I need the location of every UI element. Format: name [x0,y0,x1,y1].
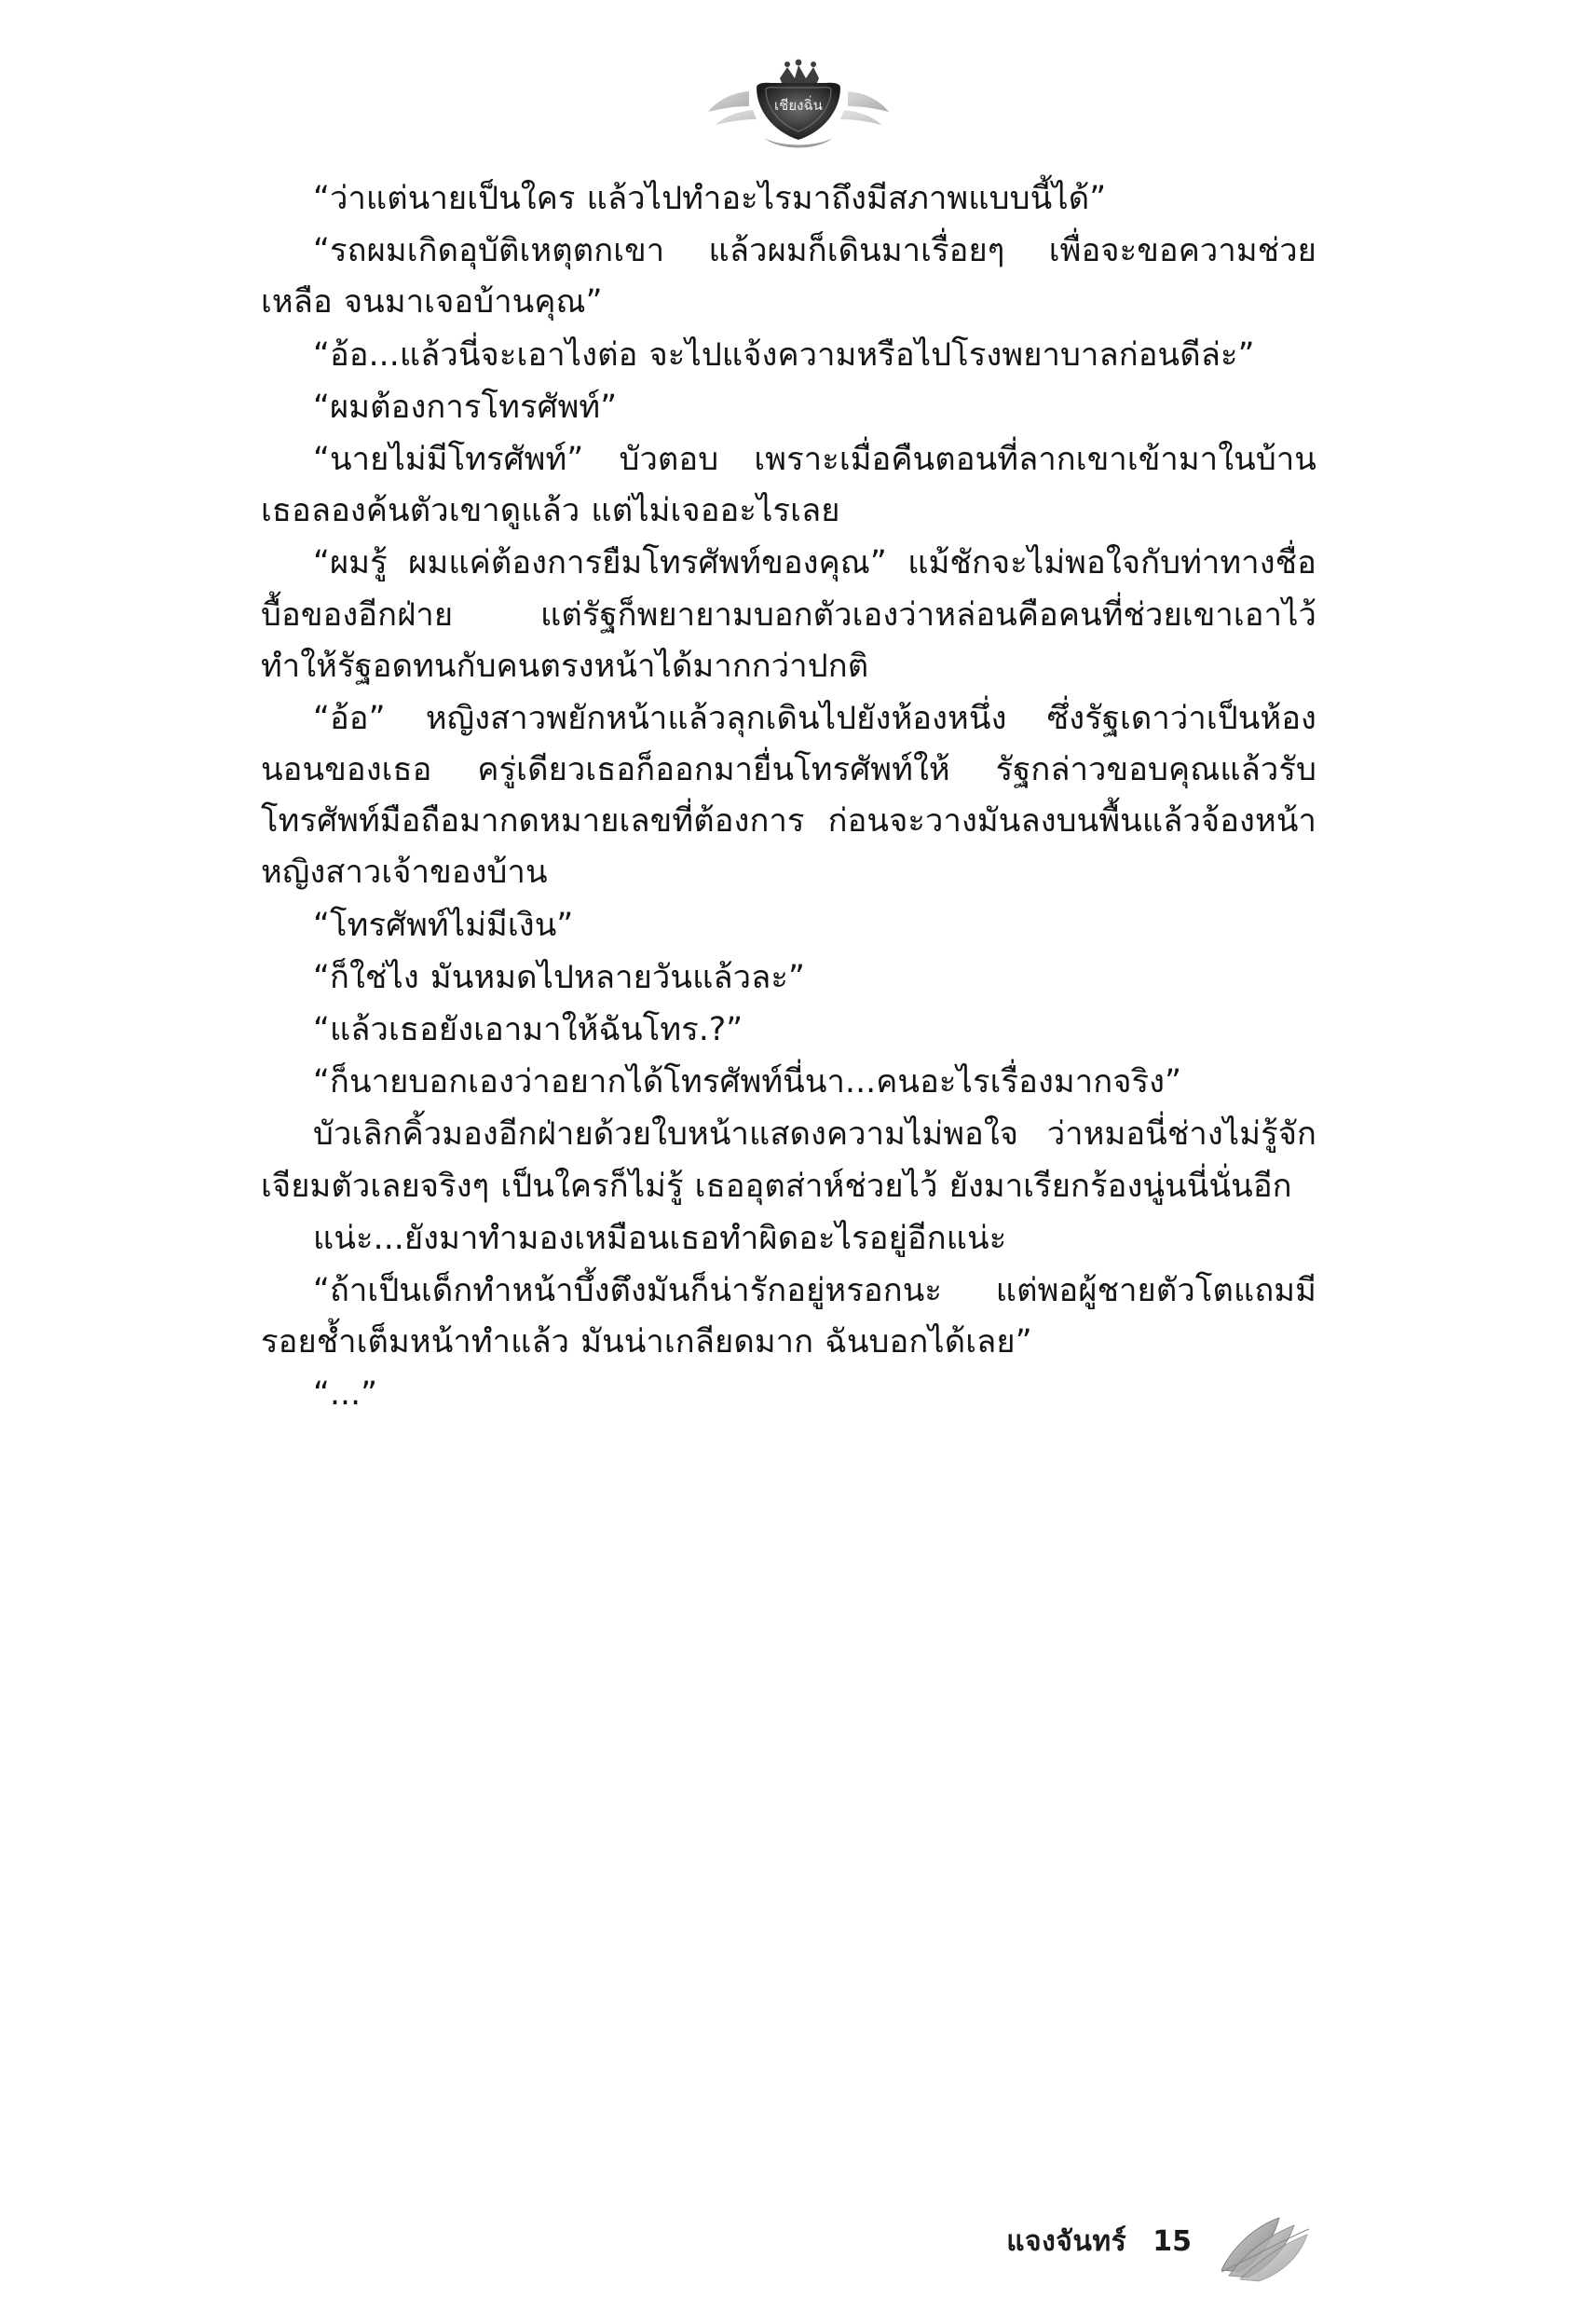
paragraph: “อ้อ” หญิงสาวพยักหน้าแล้วลุกเดินไปยังห้องหนึ่ง ซึ่งรัฐเดาว่าเป็นห้องนอนของเธอ ครู่เดียวเธอก็ออกมายื่นโทรศัพท์ให้ รัฐกล่าวขอบคุณแล้วรับโทรศัพท์มือถือมากดหมายเลขที่ต้องการ ก่อนจะวางมันลงบนพื้นแล้วจ้องหน้าหญิงสาวเจ้าของบ้าน [261,699,1316,892]
paragraph: “...” [313,1375,378,1414]
paragraph: “โทรศัพท์ไม่มีเงิน” [313,906,574,944]
paragraph: “ว่าแต่นายเป็นใคร แล้วไปทำอะไรมาถึงมีสภาพแบบนี้ได้” [313,180,1107,217]
paragraph: “แล้วเธอยังเอามาให้ฉันโทร.?” [313,1011,743,1048]
paragraph: “อ้อ...แล้วนี่จะเอาไงต่อ จะไปแจ้งความหรือไปโรงพยาบาลก่อนดีล่ะ” [313,335,1255,374]
paragraph: แน่ะ...ยังมาทำมองเหมือนเธอทำผิดอะไรอยู่อีกแน่ะ [313,1219,1007,1257]
paragraph: “นายไม่มีโทรศัพท์” บัวตอบ เพราะเมื่อคืนตอนที่ลากเขาเข้ามาในบ้าน เธอลองค้นตัวเขาดูแล้ว แต่ไม่เจออะไรเลย [261,440,1316,530]
crown-crest-logo [691,54,906,152]
header-ornament [0,54,1596,157]
paragraph: “ก็นายบอกเองว่าอยากได้โทรศัพท์นี่นา...คนอะไรเรื่องมากจริง” [313,1063,1182,1101]
paragraph: บัวเลิกคิ้วมองอีกฝ่ายด้วยใบหน้าแสดงความไม่พอใจ ว่าหมอนี่ช่างไม่รู้จักเจียมตัวเลยจริงๆ เป็นใครก็ไม่รู้ เธออุตส่าห์ช่วยไว้ ยังมาเรียกร้องนู่นนี่นั่นอีก [261,1115,1316,1205]
paragraph: “ผมต้องการโทรศัพท์” [313,388,618,426]
paragraph: “รถผมเกิดอุบัติเหตุตกเขา แล้วผมก็เดินมาเรื่อยๆ เพื่อจะขอความช่วยเหลือ จนมาเจอบ้านคุณ” [261,232,1316,321]
wheat-leaf-ornament [1212,2210,1316,2283]
page-footer [0,2171,1596,2311]
paragraph: “ก็ใช่ไง มันหมดไปหลายวันแล้วละ” [313,958,805,996]
svg-text:เชียงฉิ่น: เชียงฉิ่น [773,97,823,114]
paragraph: “ผมรู้ ผมแค่ต้องการยืมโทรศัพท์ของคุณ” แม้ชักจะไม่พอใจกับท่าทางชื่อบื้อของอีกฝ่าย แต่รัฐก็พยายามบอกตัวเองว่าหล่อนคือคนที่ช่วยเขาเอาไว้ ทำให้รัฐอดทนกับคนตรงหน้าได้มากกว่าปกติ [261,544,1316,685]
page-number: 15 [1153,2224,1192,2258]
book-title-footer: แจงจันทร์ [1006,2224,1127,2258]
page-body [0,157,1596,2171]
paragraph: “ถ้าเป็นเด็กทำหน้าบึ้งตึงมันก็น่ารักอยู่หรอกนะ แต่พอผู้ชายตัวโตแถมมีรอยช้ำเต็มหน้าทำแล้ว มันน่าเกลียดมาก ฉันบอกได้เลย” [261,1271,1316,1361]
